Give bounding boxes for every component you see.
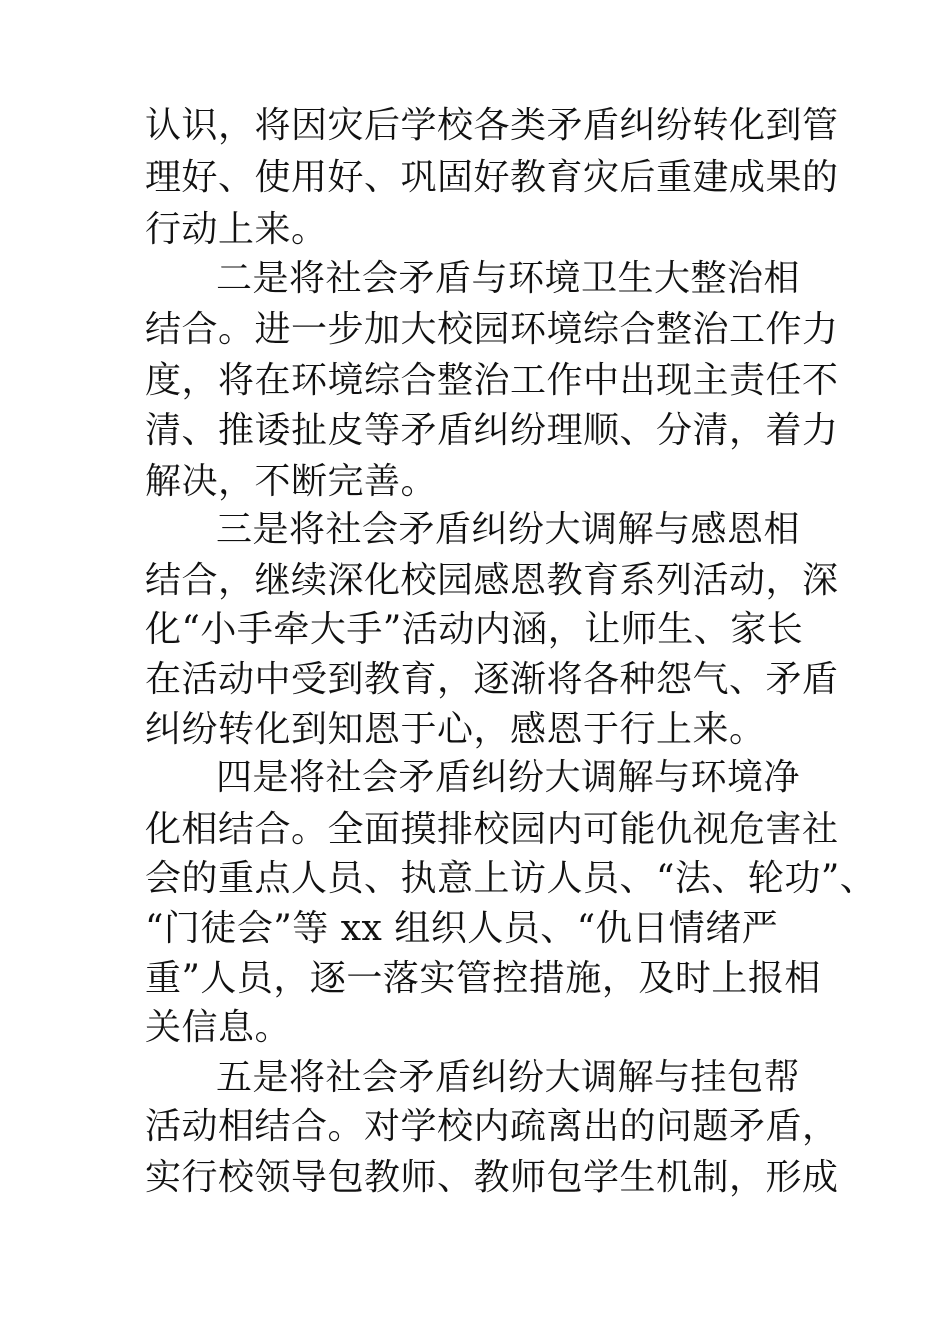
text-line: 化相结合。全面摸排校园内可能仇视危害社 <box>145 809 839 850</box>
text-line: 理好、使用好、巩固好教育灾后重建成果的 <box>145 157 839 198</box>
paragraph-start-line: 四是将社会矛盾纠纷大调解与环境净 <box>216 757 801 798</box>
text-line: 解决，不断完善。 <box>145 461 438 502</box>
text-line: 重”人员，逐一落实管控措施，及时上报相 <box>145 958 821 999</box>
text-line: 关信息。 <box>145 1007 292 1048</box>
text-line: 化“小手牵大手”活动内涵，让师生、家长 <box>145 609 804 650</box>
text-line: 行动上来。 <box>145 209 328 250</box>
paragraph-start-line: 五是将社会矛盾纠纷大调解与挂包帮 <box>216 1057 801 1098</box>
text-line: 结合，继续深化校园感恩教育系列活动，深 <box>145 560 839 601</box>
text-line: 在活动中受到教育，逐渐将各种怨气、矛盾 <box>145 659 839 700</box>
text-line: 活动相结合。对学校内疏离出的问题矛盾， <box>145 1106 839 1147</box>
text-line: 纠纷转化到知恩于心，感恩于行上来。 <box>145 709 766 750</box>
text-line: 实行校领导包教师、教师包学生机制，形成 <box>145 1157 839 1198</box>
text-line: 度，将在环境综合整治工作中出现主责任不 <box>145 360 839 401</box>
text-line: 会的重点人员、执意上访人员、“法、轮功”、 <box>145 858 877 899</box>
paragraph-start-line: 三是将社会矛盾纠纷大调解与感恩相 <box>216 509 801 550</box>
text-line: 认识，将因灾后学校各类矛盾纠纷转化到管 <box>145 105 839 146</box>
paragraph-start-line: 二是将社会矛盾与环境卫生大整治相 <box>216 258 801 299</box>
text-line: 清、推诿扯皮等矛盾纠纷理顺、分清，着力 <box>145 410 839 451</box>
text-line: “门徒会”等 xx 组织人员、“仇日情绪严 <box>145 908 779 949</box>
text-line: 结合。进一步加大校园环境综合整治工作力 <box>145 309 839 350</box>
